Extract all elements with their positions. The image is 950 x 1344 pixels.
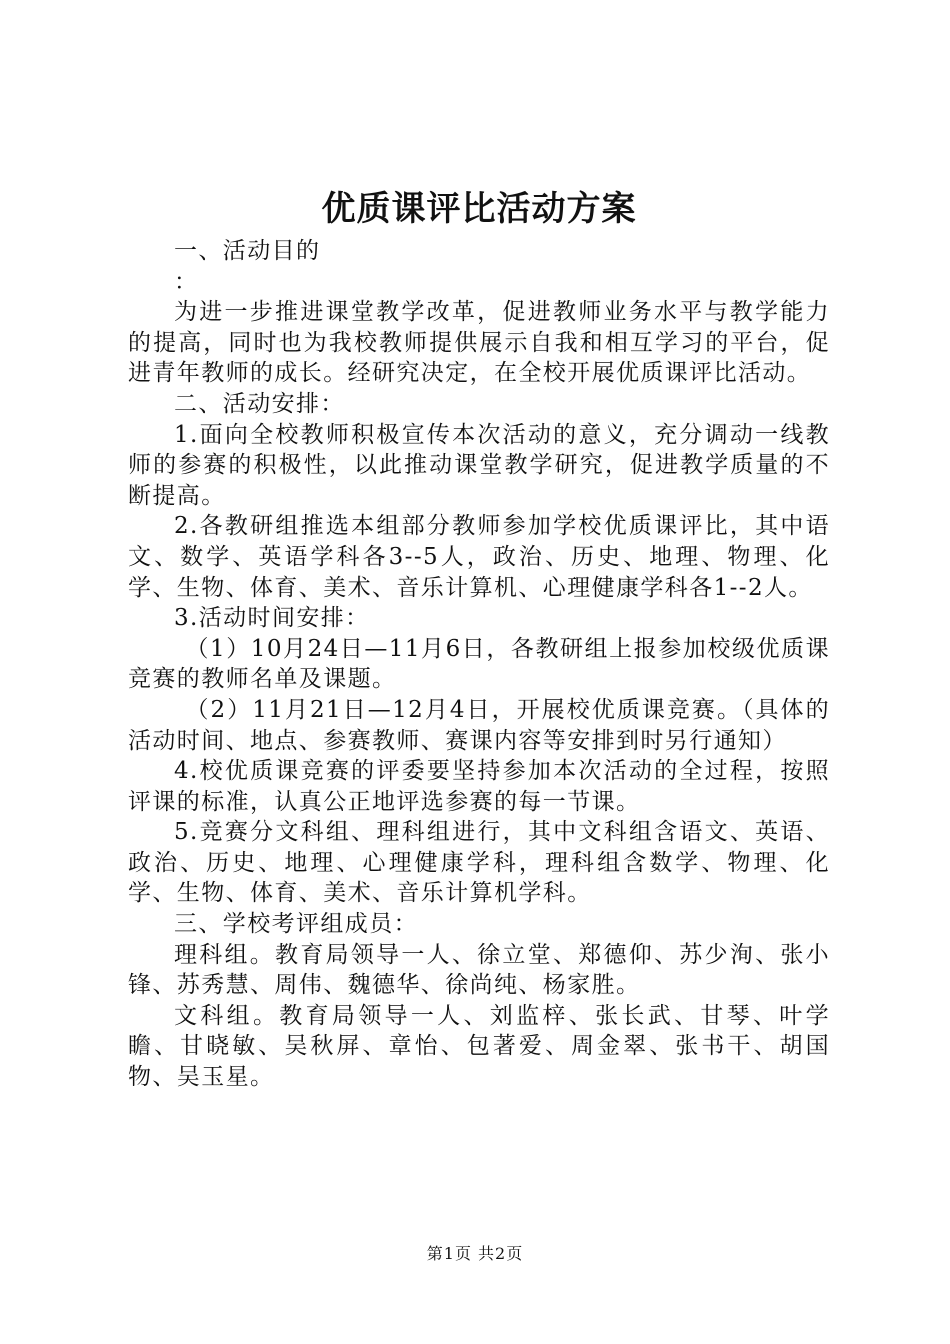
section-heading-purpose: 一、活动目的 xyxy=(174,238,321,264)
colon-line: ： xyxy=(174,268,199,295)
document-body xyxy=(128,236,830,1093)
paragraph-science-group: 理科组。教育局领导一人、徐立堂、郑德仰、苏少洵、张小锋、苏秀慧、周伟、魏德华、徐尚纯、杨家胜。 xyxy=(128,941,830,999)
section-heading-members: 三、学校考评组成员： xyxy=(174,911,418,938)
paragraph-schedule-1: （1）10月24日—11月6日，各教研组上报参加校级优质课竞赛的教师名单及课题。 xyxy=(128,635,830,693)
page-footer: 第1页 共2页 xyxy=(426,1244,524,1263)
paragraph-item-1: 1.面向全校教师积极宣传本次活动的意义，充分调动一线教师的参赛的积极性，以此推动课堂教学研究，促进教学质量的不断提高。 xyxy=(128,421,830,509)
paragraph-item-4: 4.校优质课竞赛的评委要坚持参加本次活动的全过程，按照评课的标准，认真公正地评选参赛的每一节课。 xyxy=(128,758,830,815)
paragraph-schedule-2: （2）11月21日—12月4日，开展校优质课竞赛。（具体的活动时间、地点、参赛教师、赛课内容等安排到时另行通知） xyxy=(128,696,830,754)
document-title: 优质课评比活动方案 xyxy=(321,189,637,229)
paragraph-item-3: 3.活动时间安排： xyxy=(174,605,370,632)
paragraph-purpose: 为进一步推进课堂教学改革，促进教师业务水平与教学能力的提高，同时也为我校教师提供展示自我和相互学习的平台，促进青年教师的成长。经研究决定，在全校开展优质课评比活动。 xyxy=(128,299,830,387)
section-heading-arrangement: 二、活动安排： xyxy=(174,390,345,417)
document-page xyxy=(128,0,830,1344)
paragraph-item-5: 5.竞赛分文科组、理科组进行，其中文科组含语文、英语、政治、历史、地理、心理健康学科，理科组含数学、物理、化学、生物、体育、美术、音乐计算机学科。 xyxy=(128,819,830,907)
paragraph-arts-group: 文科组。教育局领导一人、刘监梓、张长武、甘琴、叶学瞻、甘晓敏、吴秋屏、章怡、包著爱、周金翠、张书干、胡国物、吴玉星。 xyxy=(128,1002,830,1091)
paragraph-item-2: 2.各教研组推选本组部分教师参加学校优质课评比，其中语文、数学、英语学科各3--5人，政治、历史、地理、物理、化学、生物、体育、美术、音乐计算机、心理健康学科各1--2人。 xyxy=(128,513,830,601)
